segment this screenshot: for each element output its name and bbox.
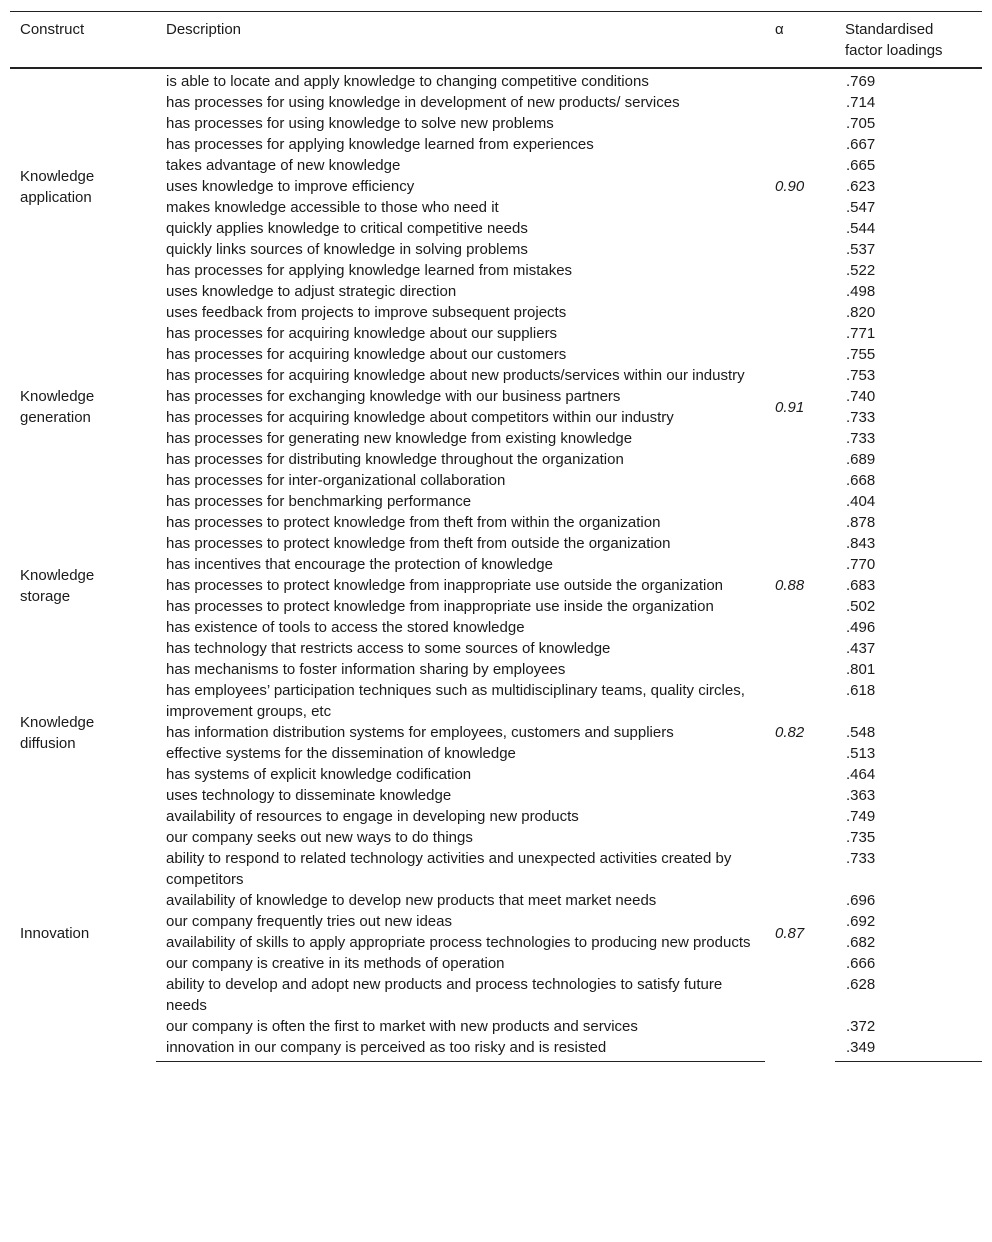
table-row (10, 92, 982, 113)
loading-cell: .753 (846, 367, 876, 384)
loading-cell: .623 (846, 178, 876, 195)
table-row (10, 176, 982, 197)
table-row (10, 743, 982, 764)
loading-cell: .502 (846, 598, 876, 615)
table-row (10, 155, 982, 176)
loading-cell: .696 (846, 892, 876, 909)
table-row (10, 953, 982, 974)
loading-cell: .547 (846, 199, 876, 216)
table-row (10, 323, 982, 344)
table-row (10, 554, 982, 575)
description-cell: has processes for acquiring knowledge about new products/services within our industry (166, 367, 745, 384)
header-row (10, 12, 982, 69)
description-cell: has mechanisms to foster information sharing by employees (166, 661, 566, 678)
table-row (10, 218, 982, 239)
table-body (10, 68, 982, 1062)
description-cell: has incentives that encourage the protection of knowledge (166, 556, 553, 573)
description-cell: quickly applies knowledge to critical competitive needs (166, 220, 528, 237)
table-row (10, 491, 982, 512)
table-row (10, 911, 982, 932)
alpha-cell: 0.91 (775, 398, 805, 416)
loading-cell: .740 (846, 388, 876, 405)
description-cell: our company is often the first to market with new products and services (166, 1018, 638, 1035)
description-cell: has employees’ participation techniques such as multidisciplinary teams, quality circles, improvement groups, etc (166, 682, 745, 720)
description-cell: ability to develop and adopt new products and process technologies to satisfy future needs (166, 976, 723, 1014)
loading-cell: .755 (846, 346, 876, 363)
loading-cell: .404 (846, 493, 876, 510)
loading-cell: .628 (846, 976, 876, 993)
loading-cell: .522 (846, 262, 876, 279)
table-row (10, 239, 982, 260)
loading-cell: .689 (846, 451, 876, 468)
table-row (10, 344, 982, 365)
description-cell: has processes for acquiring knowledge about competitors within our industry (166, 409, 674, 426)
description-cell: has processes to protect knowledge from inappropriate use inside the organization (166, 598, 714, 615)
loading-cell: .714 (846, 94, 876, 111)
table-row (10, 68, 982, 92)
description-cell: quickly links sources of knowledge in solving problems (166, 241, 528, 258)
loading-cell: .363 (846, 787, 876, 804)
loading-cell: .705 (846, 115, 876, 132)
description-cell: takes advantage of new knowledge (166, 157, 401, 174)
description-cell: our company seeks out new ways to do things (166, 829, 473, 846)
table-row (10, 260, 982, 281)
loading-cell: .498 (846, 283, 876, 300)
header-loadings: Standardised factor loadings (835, 12, 982, 69)
loading-cell: .749 (846, 808, 876, 825)
table-row (10, 512, 982, 533)
alpha-cell: 0.88 (775, 577, 805, 594)
description-cell: has processes for generating new knowledge from existing knowledge (166, 430, 633, 447)
table-row (10, 386, 982, 407)
description-cell: uses feedback from projects to improve subsequent projects (166, 304, 567, 321)
table-row (10, 134, 982, 155)
loading-cell: .437 (846, 640, 876, 657)
table-row (10, 470, 982, 491)
table-row (10, 113, 982, 134)
description-cell: has processes to protect knowledge from inappropriate use outside the organization (166, 577, 723, 594)
table-row (10, 932, 982, 953)
loading-cell: .372 (846, 1018, 876, 1035)
description-cell: availability of knowledge to develop new products that meet market needs (166, 892, 657, 909)
description-cell: has processes for using knowledge to solve new problems (166, 115, 554, 132)
header-alpha: α (765, 12, 835, 69)
loading-cell: .733 (846, 409, 876, 426)
table-row (10, 533, 982, 554)
table-row (10, 1016, 982, 1037)
loading-cell: .537 (846, 241, 876, 258)
loading-cell: .769 (846, 73, 876, 90)
loading-cell: .496 (846, 619, 876, 636)
table-row (10, 197, 982, 218)
alpha-cell: 0.82 (775, 724, 805, 741)
table-row (10, 722, 982, 743)
loading-cell: .801 (846, 661, 876, 678)
description-cell: innovation in our company is perceived as too risky and is resisted (156, 1037, 765, 1062)
loading-cell: .820 (846, 304, 876, 321)
loading-cell: .733 (846, 850, 876, 867)
table-row (10, 302, 982, 323)
table-row (10, 890, 982, 911)
table-row (10, 974, 982, 1016)
table-row (10, 827, 982, 848)
loading-cell: .618 (846, 682, 876, 699)
loading-cell: .733 (846, 430, 876, 447)
description-cell: has existence of tools to access the stored knowledge (166, 619, 525, 636)
description-cell: has processes for inter-organizational collaboration (166, 472, 506, 489)
description-cell: has systems of explicit knowledge codification (166, 766, 472, 783)
loading-cell: .668 (846, 472, 876, 489)
description-cell: has processes for applying knowledge learned from mistakes (166, 262, 573, 279)
table-row (10, 365, 982, 386)
table-row (10, 575, 982, 596)
table-row (10, 659, 982, 680)
construct-cell: Innovation (20, 925, 90, 943)
description-cell: has processes for using knowledge in development of new products/ services (166, 94, 680, 111)
loading-cell: .878 (846, 514, 876, 531)
table-row (10, 428, 982, 449)
description-cell: has processes to protect knowledge from theft from within the organization (166, 514, 661, 531)
description-cell: has processes for exchanging knowledge with our business partners (166, 388, 621, 405)
table-row (10, 785, 982, 806)
loading-cell: .544 (846, 220, 876, 237)
construct-cell: Knowledge generation (20, 388, 95, 426)
construct-cell: Knowledge storage (20, 566, 95, 605)
loading-cell: .667 (846, 136, 876, 153)
description-cell: has technology that restricts access to some sources of knowledge (166, 640, 611, 657)
description-cell: makes knowledge accessible to those who need it (166, 199, 499, 216)
table-row (10, 638, 982, 659)
table-row (10, 1037, 982, 1062)
loading-cell: .464 (846, 766, 876, 783)
description-cell: uses knowledge to improve efficiency (166, 178, 415, 195)
description-cell: is able to locate and apply knowledge to changing competitive conditions (166, 73, 649, 90)
alpha-cell: 0.87 (775, 925, 805, 943)
description-cell: effective systems for the dissemination of knowledge (166, 745, 516, 762)
loading-cell: .770 (846, 556, 876, 573)
table-row (10, 407, 982, 428)
description-cell: our company frequently tries out new ideas (166, 913, 452, 930)
loading-cell: .513 (846, 745, 876, 762)
loading-cell: .682 (846, 934, 876, 951)
loading-cell: .665 (846, 157, 876, 174)
table-row (10, 596, 982, 617)
table-row (10, 806, 982, 827)
construct-cell: Knowledge diffusion (20, 713, 95, 752)
loading-cell: .771 (846, 325, 876, 342)
description-cell: uses knowledge to adjust strategic direction (166, 283, 457, 300)
loading-cell: .349 (835, 1037, 982, 1062)
loading-cell: .843 (846, 535, 876, 552)
table-row (10, 449, 982, 470)
alpha-cell: 0.90 (775, 178, 805, 195)
description-cell: availability of resources to engage in developing new products (166, 808, 579, 825)
table-row (10, 617, 982, 638)
table-row (10, 764, 982, 785)
table-row (10, 680, 982, 722)
description-cell: has processes for applying knowledge learned from experiences (166, 136, 594, 153)
loading-cell: .666 (846, 955, 876, 972)
description-cell: availability of skills to apply appropriate process technologies to producing new products (166, 934, 751, 951)
loading-cell: .692 (846, 913, 876, 930)
table-row (10, 848, 982, 890)
loading-cell: .735 (846, 829, 876, 846)
description-cell: has processes for distributing knowledge throughout the organization (166, 451, 624, 468)
description-cell: has processes for acquiring knowledge about our customers (166, 346, 567, 363)
loading-cell: .548 (846, 724, 876, 741)
description-cell: has information distribution systems for employees, customers and suppliers (166, 724, 674, 741)
description-cell: ability to respond to related technology activities and unexpected activities created by competitors (166, 850, 732, 888)
header-description: Description (156, 12, 765, 69)
description-cell: has processes for acquiring knowledge about our suppliers (166, 325, 558, 342)
header-construct: Construct (10, 12, 156, 69)
construct-cell: Knowledge application (20, 167, 95, 206)
description-cell: our company is creative in its methods of operation (166, 955, 505, 972)
loading-cell: .683 (846, 577, 876, 594)
factor-loadings-table (10, 11, 982, 1062)
table-row (10, 281, 982, 302)
description-cell: has processes for benchmarking performance (166, 493, 472, 510)
description-cell: has processes to protect knowledge from theft from outside the organization (166, 535, 671, 552)
description-cell: uses technology to disseminate knowledge (166, 787, 452, 804)
